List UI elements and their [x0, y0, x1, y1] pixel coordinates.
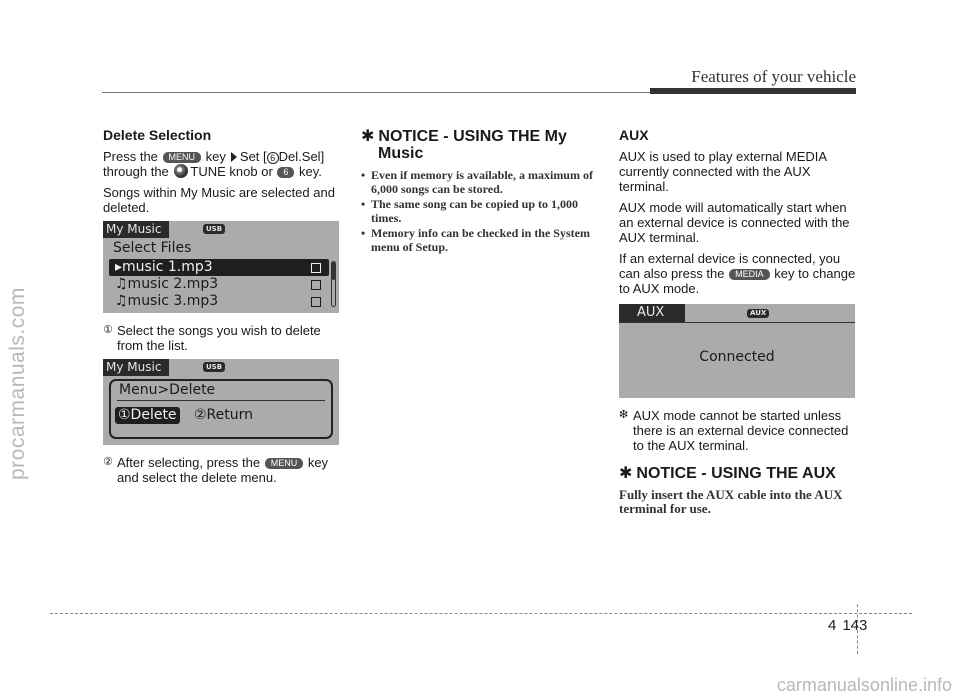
aux-status: Connected — [699, 349, 775, 365]
menu-divider — [117, 400, 325, 401]
menu-delete-screen — [103, 359, 339, 445]
usb-badge: USB — [203, 362, 225, 372]
notice-title: NOTICE - USING THE AUX — [636, 465, 836, 482]
list-item: • The same song can be copied up to 1,000 times. — [361, 197, 599, 225]
delete-description: Songs within My Music are selected and deleted. — [103, 185, 335, 215]
footer-rule — [50, 613, 912, 614]
note-mark-icon: ❇ — [619, 409, 629, 421]
aux-p2: AUX mode will automatically start when an external device is connected with the AUX terminal. — [619, 200, 850, 245]
mymusic-notice-heading — [361, 128, 599, 162]
arrow-right-icon — [231, 152, 237, 162]
note-text: AUX mode cannot be started unless there is an external device connected to the AUX terminal. — [633, 408, 849, 453]
text: Set [ — [239, 149, 267, 164]
checkbox-icon — [311, 297, 321, 307]
aux-badge: AUX — [747, 309, 769, 318]
menu-frame — [109, 379, 333, 439]
text: Del.Sel] — [278, 149, 325, 164]
text: If an external device is connected, you can also press the — [619, 251, 841, 281]
aux-p1: AUX is used to play external MEDIA currently connected with the AUX terminal. — [619, 149, 827, 194]
header-bar — [650, 88, 856, 94]
text: through the — [103, 164, 169, 179]
page-number-value: 143 — [842, 617, 868, 634]
step-two — [103, 455, 341, 485]
file-row — [109, 293, 329, 310]
column-mymusic-notice — [361, 128, 599, 255]
list-item: • Memory info can be checked in the System menu of Setup. — [361, 226, 599, 254]
aux-screen — [619, 304, 855, 398]
text: key to change to AUX mode. — [619, 266, 856, 296]
column-delete-selection — [103, 128, 341, 491]
notice-title: NOTICE - USING THE My — [378, 128, 567, 145]
step-text: After selecting, press the — [117, 455, 261, 470]
aux-p3 — [619, 251, 857, 296]
checkbox-icon — [311, 263, 321, 273]
delete-instructions — [103, 149, 341, 179]
menu-key-label: MENU — [265, 458, 304, 469]
step-text: key and select the delete menu. — [117, 455, 329, 485]
file-label: ♫music 2.mp3 — [115, 276, 219, 292]
step-number: ① — [103, 324, 113, 336]
side-watermark: procarmanuals.com — [6, 287, 29, 480]
tune-knob-icon — [174, 164, 188, 178]
list-item: • Even if memory is available, a maximum of 6,000 songs can be stored. — [361, 168, 599, 196]
bottom-watermark: carmanualsonline.info — [776, 675, 952, 695]
usb-badge: USB — [203, 224, 225, 234]
notice-star-icon: ✱ — [361, 128, 375, 145]
menu-header: Menu>Delete — [119, 382, 216, 398]
notice-title-cont: Music — [378, 145, 424, 162]
column-aux — [619, 128, 857, 516]
menu-option-delete: ①Delete — [115, 407, 180, 424]
text: key — [205, 149, 226, 164]
aux-note — [619, 408, 857, 453]
file-row — [109, 259, 329, 276]
media-key-label: MEDIA — [729, 269, 770, 280]
aux-notice-body: Fully insert the AUX cable into the AUX terminal for use. — [619, 487, 843, 516]
screen-title: My Music — [103, 221, 169, 238]
section-number: 4 — [828, 617, 837, 634]
step-one — [103, 323, 341, 353]
screen-title: My Music — [103, 359, 169, 376]
aux-notice-heading — [619, 465, 857, 482]
menu-key-label: MENU — [163, 152, 202, 163]
menu-option-return: ②Return — [194, 407, 254, 423]
six-key-label: 6 — [277, 167, 294, 178]
aux-heading: AUX — [619, 127, 649, 143]
scrollbar-icon — [331, 261, 336, 307]
screen-subtitle: Select Files — [113, 240, 192, 256]
text: TUNE knob or — [190, 164, 273, 179]
screen-title: AUX — [619, 304, 685, 322]
checkbox-icon — [311, 280, 321, 290]
text: key. — [299, 164, 322, 179]
select-files-screen — [103, 221, 339, 313]
text: Press the — [103, 149, 158, 164]
file-label: ▸music 1.mp3 — [115, 259, 213, 275]
mymusic-notes-list — [361, 168, 599, 254]
circled-six-icon: 6 — [267, 152, 279, 164]
file-row — [109, 276, 329, 293]
page-header-title: Features of your vehicle — [691, 67, 856, 86]
step-number: ② — [103, 456, 113, 468]
page-number — [828, 617, 867, 634]
screen-divider — [619, 322, 855, 323]
delete-selection-heading: Delete Selection — [103, 127, 212, 143]
file-label: ♫music 3.mp3 — [115, 293, 219, 309]
step-text: Select the songs you wish to delete from the list. — [117, 323, 321, 353]
notice-star-icon: ✱ — [619, 465, 633, 482]
